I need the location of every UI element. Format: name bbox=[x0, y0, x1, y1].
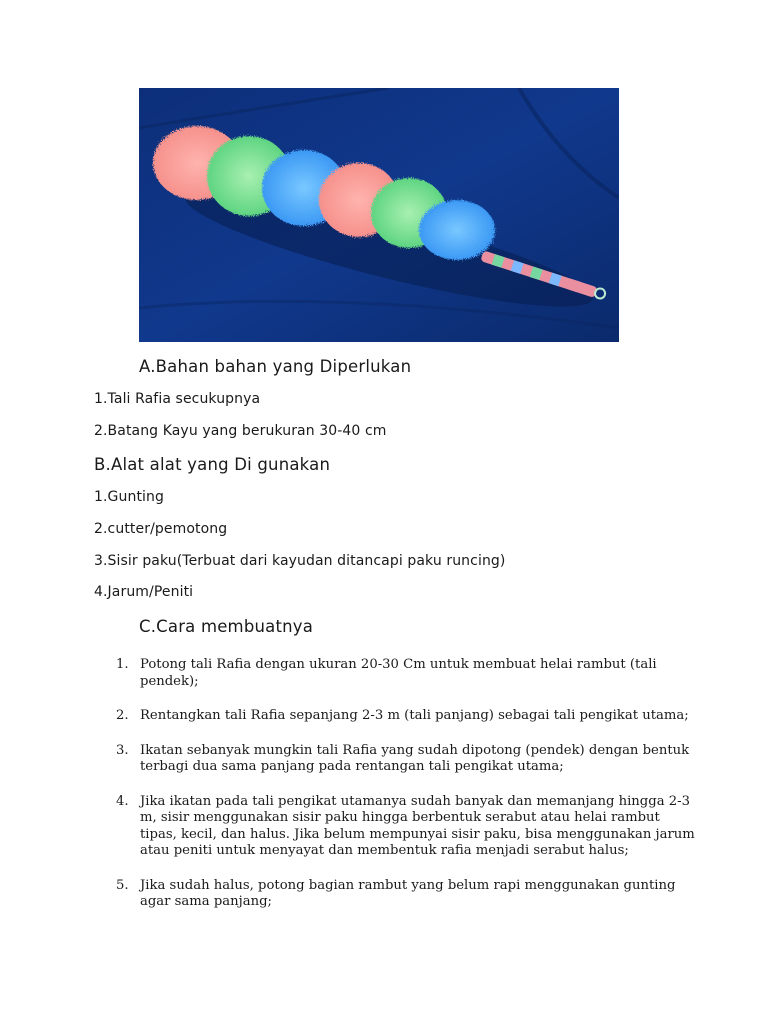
section-b-heading: B.Alat alat yang Di gunakan bbox=[94, 455, 331, 474]
step-item bbox=[0, 657, 700, 690]
step-text: Jika sudah halus, potong bagian rambut yang belum rapi menggunakan gunting agar sama panjang; bbox=[140, 877, 676, 909]
section-b-item: 2.cutter/pemotong bbox=[94, 521, 228, 537]
step-item bbox=[0, 743, 700, 776]
step-number: 1. bbox=[116, 657, 129, 672]
section-b-item: 3.Sisir paku(Terbuat dari kayudan ditancapi paku runcing) bbox=[94, 553, 506, 569]
step-text: Ikatan sebanyak mungkin tali Rafia yang sudah dipotong (pendek) dengan bentuk terbagi dua sama panjang pada rentangan tali pengikat utama; bbox=[140, 742, 690, 774]
step-item bbox=[0, 708, 700, 725]
section-c-heading: C.Cara membuatnya bbox=[139, 617, 314, 636]
section-a-item: 2.Batang Kayu yang berukuran 30-40 cm bbox=[94, 423, 387, 439]
step-item bbox=[0, 794, 700, 860]
step-text: Jika ikatan pada tali pengikat utamanya sudah banyak dan memanjang hingga 2-3 m, sisir menggunakan sisir paku hingga berbentuk serabut atau helai rambut tipas, kecil, dan halus. Jika belum mempunyai sisir paku, bisa menggunakan jarum atau peniti untuk menyayat dan membentuk rafia menjadi serabut halus; bbox=[140, 793, 695, 858]
step-number: 2. bbox=[116, 708, 129, 723]
section-a-heading: A.Bahan bahan yang Diperlukan bbox=[139, 357, 412, 376]
section-b-item: 1.Gunting bbox=[94, 489, 164, 505]
steps-list bbox=[0, 657, 700, 911]
step-text: Potong tali Rafia dengan ukuran 20-30 Cm untuk membuat helai rambut (tali pendek); bbox=[140, 657, 657, 689]
feather-duster-photo bbox=[139, 88, 619, 342]
step-number: 4. bbox=[116, 793, 129, 809]
step-text: Rentangkan tali Rafia sepanjang 2-3 m (tali panjang) sebagai tali pengikat utama; bbox=[140, 708, 689, 723]
section-a-item: 1.Tali Rafia secukupnya bbox=[94, 391, 261, 407]
step-item bbox=[0, 878, 700, 911]
step-number: 3. bbox=[116, 742, 129, 758]
step-number: 5. bbox=[116, 877, 129, 893]
section-b-item: 4.Jarum/Peniti bbox=[94, 584, 194, 600]
